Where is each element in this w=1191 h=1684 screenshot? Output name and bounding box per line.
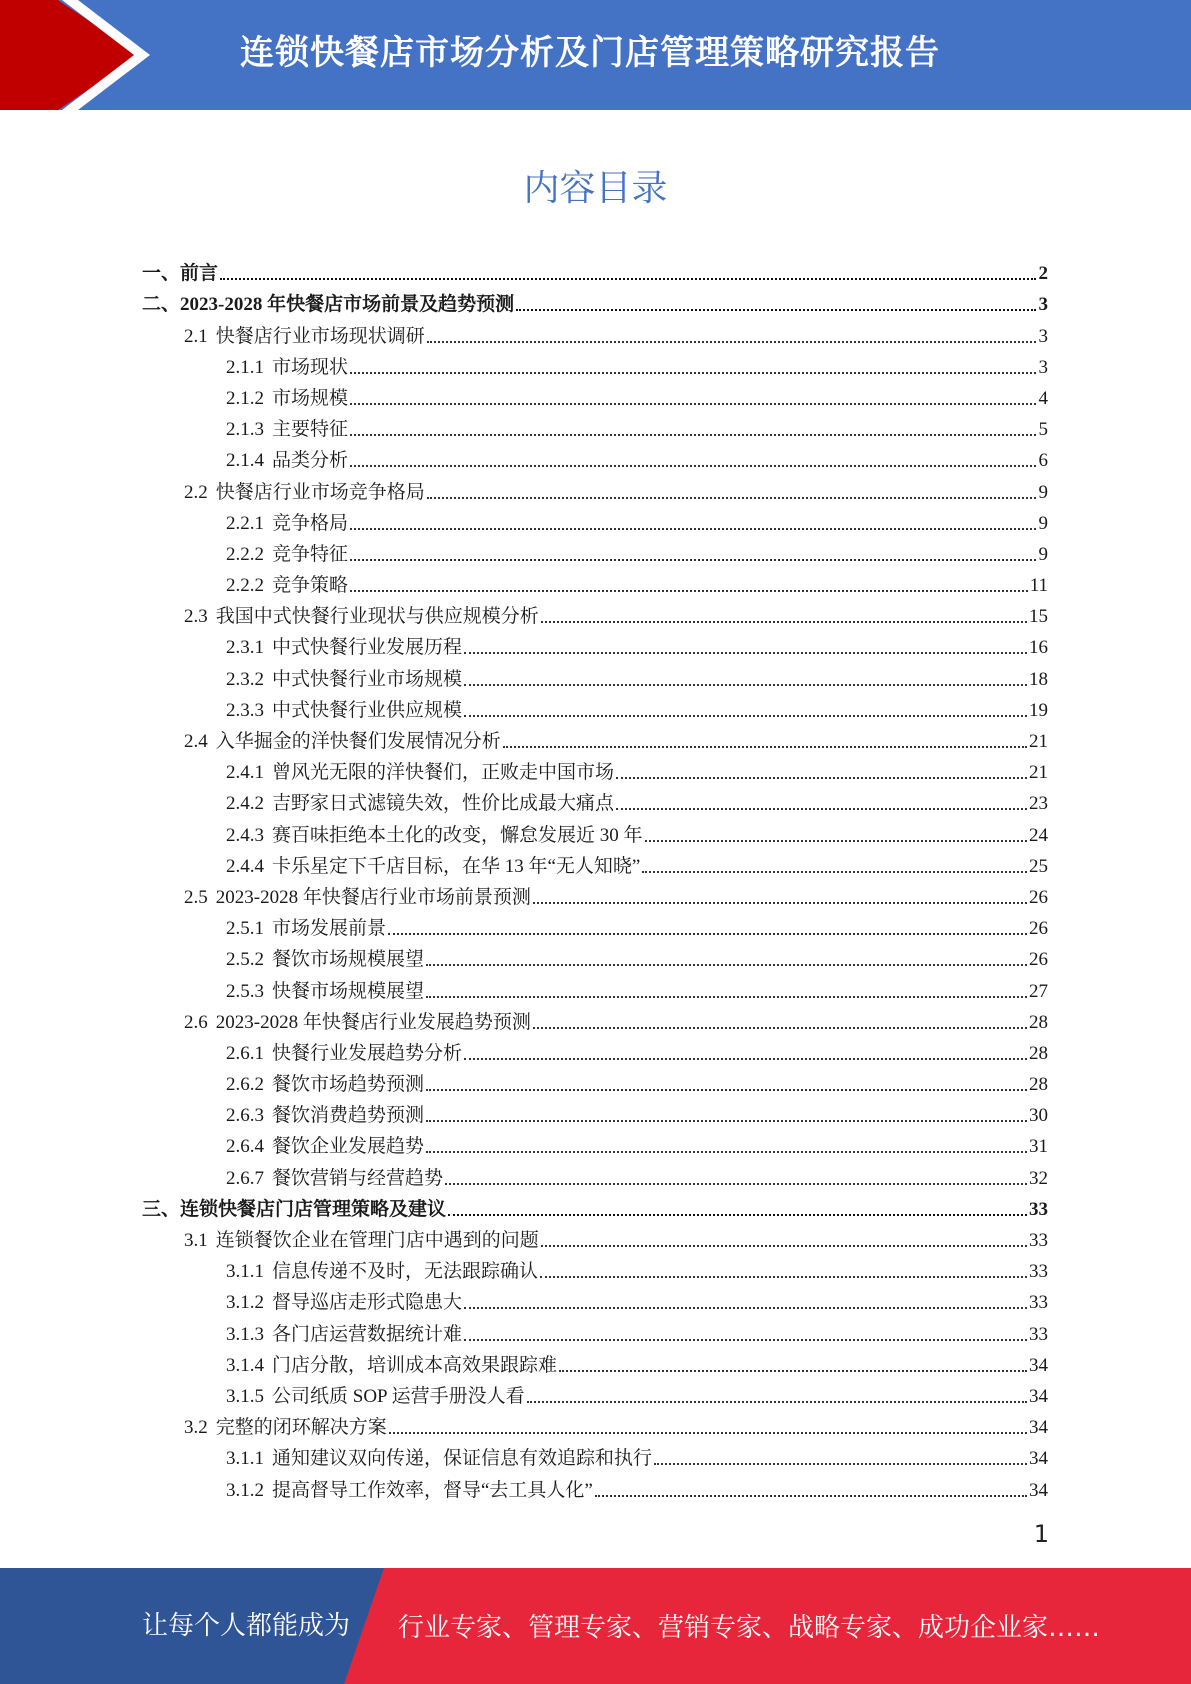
toc-entry-title: 信息传递不及时，无法跟踪确认 xyxy=(272,1261,539,1283)
toc-entry-page: 33 xyxy=(1029,1261,1048,1283)
toc-dot-leader xyxy=(388,933,1027,935)
toc-entry-page: 18 xyxy=(1029,668,1048,690)
toc-entry-number: 2.6.4 xyxy=(226,1136,264,1158)
toc-entry-page: 34 xyxy=(1029,1354,1048,1376)
toc-dot-leader xyxy=(426,1089,1027,1091)
toc-entry-title: 快餐市场规模展望 xyxy=(272,980,425,1002)
toc-entry-title: 市场发展前景 xyxy=(272,918,387,940)
toc-dot-leader xyxy=(464,1339,1027,1341)
toc-entry-number: 3.1.2 xyxy=(226,1479,264,1501)
toc-entry[interactable] xyxy=(142,691,1048,722)
toc-entry-page: 33 xyxy=(1029,1323,1048,1345)
toc-entry[interactable] xyxy=(142,1283,1048,1314)
toc-entry-title: 中式快餐行业供应规模 xyxy=(272,699,463,721)
toc-entry-page: 28 xyxy=(1029,1011,1048,1033)
toc-dot-leader xyxy=(642,871,1027,873)
toc-entry-number: 2.1.4 xyxy=(226,450,264,472)
toc-entry-number: 3.1.4 xyxy=(226,1354,264,1376)
toc-entry[interactable] xyxy=(142,254,1048,285)
toc-dot-leader xyxy=(654,1463,1027,1465)
toc-entry-number: 3.1 xyxy=(184,1230,208,1251)
toc-entry-number: 一、 xyxy=(142,263,181,285)
toc-dot-leader xyxy=(527,1401,1027,1403)
toc-entry-page: 28 xyxy=(1029,1074,1048,1096)
toc-entry[interactable] xyxy=(142,597,1048,628)
toc-entry[interactable] xyxy=(142,1377,1048,1408)
toc-entry-number: 2.1.1 xyxy=(226,356,264,378)
toc-entry[interactable] xyxy=(142,1252,1048,1283)
toc-entry[interactable] xyxy=(142,410,1048,441)
footer-slogan-right: 行业专家、管理专家、营销专家、战略专家、成功企业家…… xyxy=(398,1613,1101,1643)
toc-entry-title: 2023-2028 年快餐店行业市场前景预测 xyxy=(215,886,531,908)
toc-entry-page: 5 xyxy=(1038,419,1048,441)
toc-dot-leader xyxy=(426,964,1027,966)
toc-entry-title: 品类分析 xyxy=(272,450,349,472)
toc-entry[interactable] xyxy=(142,909,1048,940)
toc-dot-leader xyxy=(426,1120,1027,1122)
toc-entry-number: 3.1.1 xyxy=(226,1448,264,1470)
toc-dot-leader xyxy=(540,1276,1027,1278)
toc-entry-page: 11 xyxy=(1029,575,1048,597)
toc-entry-number: 2.6 xyxy=(184,1011,208,1033)
toc-entry-page: 6 xyxy=(1038,450,1048,472)
toc-entry-number: 2.6.2 xyxy=(226,1074,264,1096)
toc-entry-page: 28 xyxy=(1029,1042,1048,1064)
toc-dot-leader xyxy=(448,1214,1027,1216)
toc-entry[interactable] xyxy=(142,659,1048,690)
toc-entry-title: 曾风光无限的洋快餐们，正败走中国市场 xyxy=(272,762,615,784)
toc-entry-page: 25 xyxy=(1029,855,1048,877)
toc-entry-number: 2.4 xyxy=(184,731,208,752)
toc-entry-number: 二、 xyxy=(142,294,181,316)
toc-entry[interactable] xyxy=(142,878,1048,909)
toc-entry[interactable] xyxy=(142,1003,1048,1034)
toc-entry-number: 2.5 xyxy=(184,886,208,908)
toc-entry-page: 33 xyxy=(1029,1292,1048,1314)
toc-entry[interactable] xyxy=(142,316,1048,347)
toc-entry-page: 3 xyxy=(1038,356,1048,378)
toc-dot-leader xyxy=(503,746,1027,748)
table-of-contents xyxy=(142,254,1048,1502)
toc-heading: 内容目录 xyxy=(523,168,668,209)
toc-dot-leader xyxy=(616,808,1027,810)
toc-dot-leader xyxy=(427,497,1036,499)
toc-entry-number: 2.5.3 xyxy=(226,980,264,1002)
toc-entry-title: 2023-2028 年快餐店市场前景及趋势预测 xyxy=(180,294,515,316)
toc-entry-page: 9 xyxy=(1038,543,1048,565)
toc-entry-page: 24 xyxy=(1029,824,1048,846)
toc-entry-page: 2 xyxy=(1038,263,1048,285)
toc-entry-title: 市场现状 xyxy=(272,356,349,378)
toc-dot-leader xyxy=(220,278,1036,280)
toc-entry[interactable] xyxy=(142,566,1048,597)
toc-entry-number: 2.6.7 xyxy=(226,1167,264,1189)
toc-entry[interactable] xyxy=(142,472,1048,503)
toc-entry-number: 2.5.1 xyxy=(226,918,264,940)
toc-dot-leader xyxy=(464,1058,1027,1060)
toc-dot-leader xyxy=(445,1183,1027,1185)
header-banner xyxy=(0,0,1191,110)
toc-entry-title: 连锁快餐店门店管理策略及建议 xyxy=(180,1198,447,1220)
toc-entry[interactable] xyxy=(142,1408,1048,1439)
toc-entry-title: 餐饮消费趋势预测 xyxy=(272,1105,425,1127)
toc-entry-title: 完整的闭环解决方案 xyxy=(215,1417,387,1439)
toc-dot-leader xyxy=(464,1307,1027,1309)
toc-entry-page: 26 xyxy=(1029,949,1048,971)
toc-entry-page: 30 xyxy=(1029,1105,1048,1127)
toc-entry[interactable] xyxy=(142,753,1048,784)
toc-entry-title: 中式快餐行业市场规模 xyxy=(272,668,463,690)
toc-entry-page: 34 xyxy=(1029,1417,1048,1439)
toc-entry-page: 4 xyxy=(1038,387,1048,409)
toc-entry-number: 2.2.2 xyxy=(226,575,264,597)
toc-dot-leader xyxy=(559,1370,1027,1372)
toc-entry-number: 2.3.2 xyxy=(226,668,264,690)
toc-entry-page: 9 xyxy=(1038,512,1048,534)
toc-entry-title: 2023-2028 年快餐店行业发展趋势预测 xyxy=(215,1011,531,1033)
toc-entry-number: 2.4.1 xyxy=(226,762,264,784)
toc-entry-title: 各门店运营数据统计难 xyxy=(272,1323,463,1345)
toc-entry-page: 16 xyxy=(1029,637,1048,659)
toc-entry-title: 公司纸质 SOP 运营手册没人看 xyxy=(272,1385,525,1407)
toc-entry-page: 33 xyxy=(1029,1198,1048,1220)
toc-entry[interactable] xyxy=(142,784,1048,815)
toc-entry[interactable] xyxy=(142,1439,1048,1470)
toc-entry[interactable] xyxy=(142,1096,1048,1127)
toc-entry-title: 连锁餐饮企业在管理门店中遇到的问题 xyxy=(215,1230,539,1251)
toc-entry-page: 15 xyxy=(1029,606,1048,628)
toc-entry-title: 餐饮营销与经营趋势 xyxy=(272,1167,444,1189)
toc-dot-leader xyxy=(426,996,1027,998)
toc-entry-number: 3.1.2 xyxy=(226,1292,264,1314)
toc-entry-title: 门店分散，培训成本高效果跟踪难 xyxy=(272,1354,558,1376)
toc-entry[interactable] xyxy=(142,1190,1048,1221)
toc-entry-page: 34 xyxy=(1029,1448,1048,1470)
toc-entry[interactable] xyxy=(142,535,1048,566)
toc-entry-page: 19 xyxy=(1029,699,1048,721)
toc-entry-page: 33 xyxy=(1029,1230,1048,1251)
toc-entry-page: 21 xyxy=(1029,731,1048,752)
toc-entry-title: 我国中式快餐行业现状与供应规模分析 xyxy=(215,606,539,628)
toc-entry-number: 2.3 xyxy=(184,606,208,628)
toc-entry-number: 2.5.2 xyxy=(226,949,264,971)
toc-entry-title: 市场规模 xyxy=(272,387,349,409)
toc-entry-title: 竞争策略 xyxy=(272,575,349,597)
toc-entry-number: 2.2.1 xyxy=(226,512,264,534)
toc-dot-leader xyxy=(645,840,1027,842)
toc-dot-leader xyxy=(350,372,1036,374)
toc-entry-title: 通知建议双向传递，保证信息有效追踪和执行 xyxy=(272,1448,653,1470)
toc-entry[interactable] xyxy=(142,1221,1048,1252)
toc-entry-title: 提高督导工作效率，督导“去工具人化” xyxy=(272,1479,593,1501)
toc-entry-number: 2.4.4 xyxy=(226,855,264,877)
toc-dot-leader xyxy=(464,684,1027,686)
toc-entry-page: 3 xyxy=(1038,325,1048,347)
toc-dot-leader xyxy=(350,403,1036,405)
toc-dot-leader xyxy=(541,621,1027,623)
toc-entry-page: 3 xyxy=(1038,294,1048,316)
toc-entry-title: 赛百味拒绝本土化的改变，懈怠发展近 30 年 xyxy=(272,824,643,846)
toc-entry-number: 2.1.2 xyxy=(226,387,264,409)
toc-entry-number: 2.6.1 xyxy=(226,1042,264,1064)
toc-dot-leader xyxy=(350,465,1036,467)
toc-dot-leader xyxy=(464,652,1027,654)
footer-slogan-left: 让每个人都能成为 xyxy=(142,1611,351,1641)
toc-entry-title: 快餐店行业市场现状调研 xyxy=(215,325,425,347)
toc-entry[interactable] xyxy=(142,1158,1048,1189)
toc-entry-page: 26 xyxy=(1029,886,1048,908)
toc-entry[interactable] xyxy=(142,1346,1048,1377)
toc-dot-leader xyxy=(533,1027,1027,1029)
toc-dot-leader xyxy=(616,777,1027,779)
toc-entry[interactable] xyxy=(142,1127,1048,1158)
toc-entry-title: 餐饮市场趋势预测 xyxy=(272,1074,425,1096)
toc-dot-leader xyxy=(350,434,1036,436)
toc-entry-page: 31 xyxy=(1029,1136,1048,1158)
report-title: 连锁快餐店市场分析及门店管理策略研究报告 xyxy=(240,33,940,73)
toc-dot-leader xyxy=(350,528,1036,530)
toc-entry[interactable] xyxy=(142,348,1048,379)
toc-entry-number: 三、 xyxy=(142,1198,181,1220)
toc-dot-leader xyxy=(541,1245,1027,1247)
toc-entry[interactable] xyxy=(142,628,1048,659)
toc-dot-leader xyxy=(350,559,1036,561)
toc-dot-leader xyxy=(595,1495,1027,1497)
toc-entry-number: 2.4.2 xyxy=(226,793,264,815)
toc-entry-number: 2.2.2 xyxy=(226,543,264,565)
toc-entry-number: 2.4.3 xyxy=(226,824,264,846)
toc-entry[interactable] xyxy=(142,285,1048,316)
toc-entry-page: 21 xyxy=(1029,762,1048,784)
toc-entry-title: 督导巡店走形式隐患大 xyxy=(272,1292,463,1314)
toc-entry-number: 2.1.3 xyxy=(226,419,264,441)
toc-entry-page: 9 xyxy=(1038,481,1048,503)
toc-entry-number: 3.2 xyxy=(184,1417,208,1439)
toc-entry-page: 34 xyxy=(1029,1385,1048,1407)
toc-entry[interactable] xyxy=(142,847,1048,878)
toc-entry-title: 竞争格局 xyxy=(272,512,349,534)
toc-entry-number: 2.2 xyxy=(184,481,208,503)
toc-entry-title: 中式快餐行业发展历程 xyxy=(272,637,463,659)
toc-entry[interactable] xyxy=(142,1034,1048,1065)
toc-entry-title: 主要特征 xyxy=(272,419,349,441)
toc-dot-leader xyxy=(426,1151,1027,1153)
toc-dot-leader xyxy=(427,341,1036,343)
toc-dot-leader xyxy=(350,590,1028,592)
toc-entry-page: 34 xyxy=(1029,1479,1048,1501)
toc-entry-page: 32 xyxy=(1029,1167,1048,1189)
page-number: 1 xyxy=(1033,1520,1049,1548)
toc-entry[interactable] xyxy=(142,1314,1048,1345)
footer-banner xyxy=(0,1568,1191,1684)
toc-dot-leader xyxy=(464,715,1027,717)
toc-entry[interactable] xyxy=(142,815,1048,846)
toc-entry[interactable] xyxy=(142,1065,1048,1096)
toc-entry-title: 前言 xyxy=(180,263,219,285)
toc-entry-title: 快餐店行业市场竞争格局 xyxy=(215,481,425,503)
toc-entry[interactable] xyxy=(142,379,1048,410)
toc-entry-title: 吉野家日式滤镜失效，性价比成最大痛点 xyxy=(272,793,615,815)
toc-dot-leader xyxy=(516,309,1036,311)
toc-dot-leader xyxy=(533,902,1027,904)
toc-entry[interactable] xyxy=(142,940,1048,971)
toc-entry-title: 快餐行业发展趋势分析 xyxy=(272,1042,463,1064)
toc-dot-leader xyxy=(389,1432,1027,1434)
toc-entry[interactable] xyxy=(142,971,1048,1002)
toc-entry[interactable] xyxy=(142,504,1048,535)
toc-entry-title: 竞争特征 xyxy=(272,543,349,565)
toc-entry-title: 入华掘金的洋快餐们发展情况分析 xyxy=(215,731,501,752)
toc-entry-title: 餐饮市场规模展望 xyxy=(272,949,425,971)
toc-entry[interactable] xyxy=(142,722,1048,753)
toc-entry[interactable] xyxy=(142,441,1048,472)
toc-entry-number: 2.3.1 xyxy=(226,637,264,659)
toc-entry-number: 3.1.3 xyxy=(226,1323,264,1345)
toc-entry-number: 2.3.3 xyxy=(226,699,264,721)
toc-entry-page: 23 xyxy=(1029,793,1048,815)
toc-entry-number: 2.1 xyxy=(184,325,208,347)
toc-entry-page: 27 xyxy=(1029,980,1048,1002)
toc-entry-page: 26 xyxy=(1029,918,1048,940)
toc-entry-number: 3.1.5 xyxy=(226,1385,264,1407)
toc-entry[interactable] xyxy=(142,1470,1048,1501)
toc-entry-title: 卡乐星定下千店目标，在华 13 年“无人知晓” xyxy=(272,855,641,877)
toc-entry-title: 餐饮企业发展趋势 xyxy=(272,1136,425,1158)
toc-entry-number: 3.1.1 xyxy=(226,1261,264,1283)
toc-entry-number: 2.6.3 xyxy=(226,1105,264,1127)
